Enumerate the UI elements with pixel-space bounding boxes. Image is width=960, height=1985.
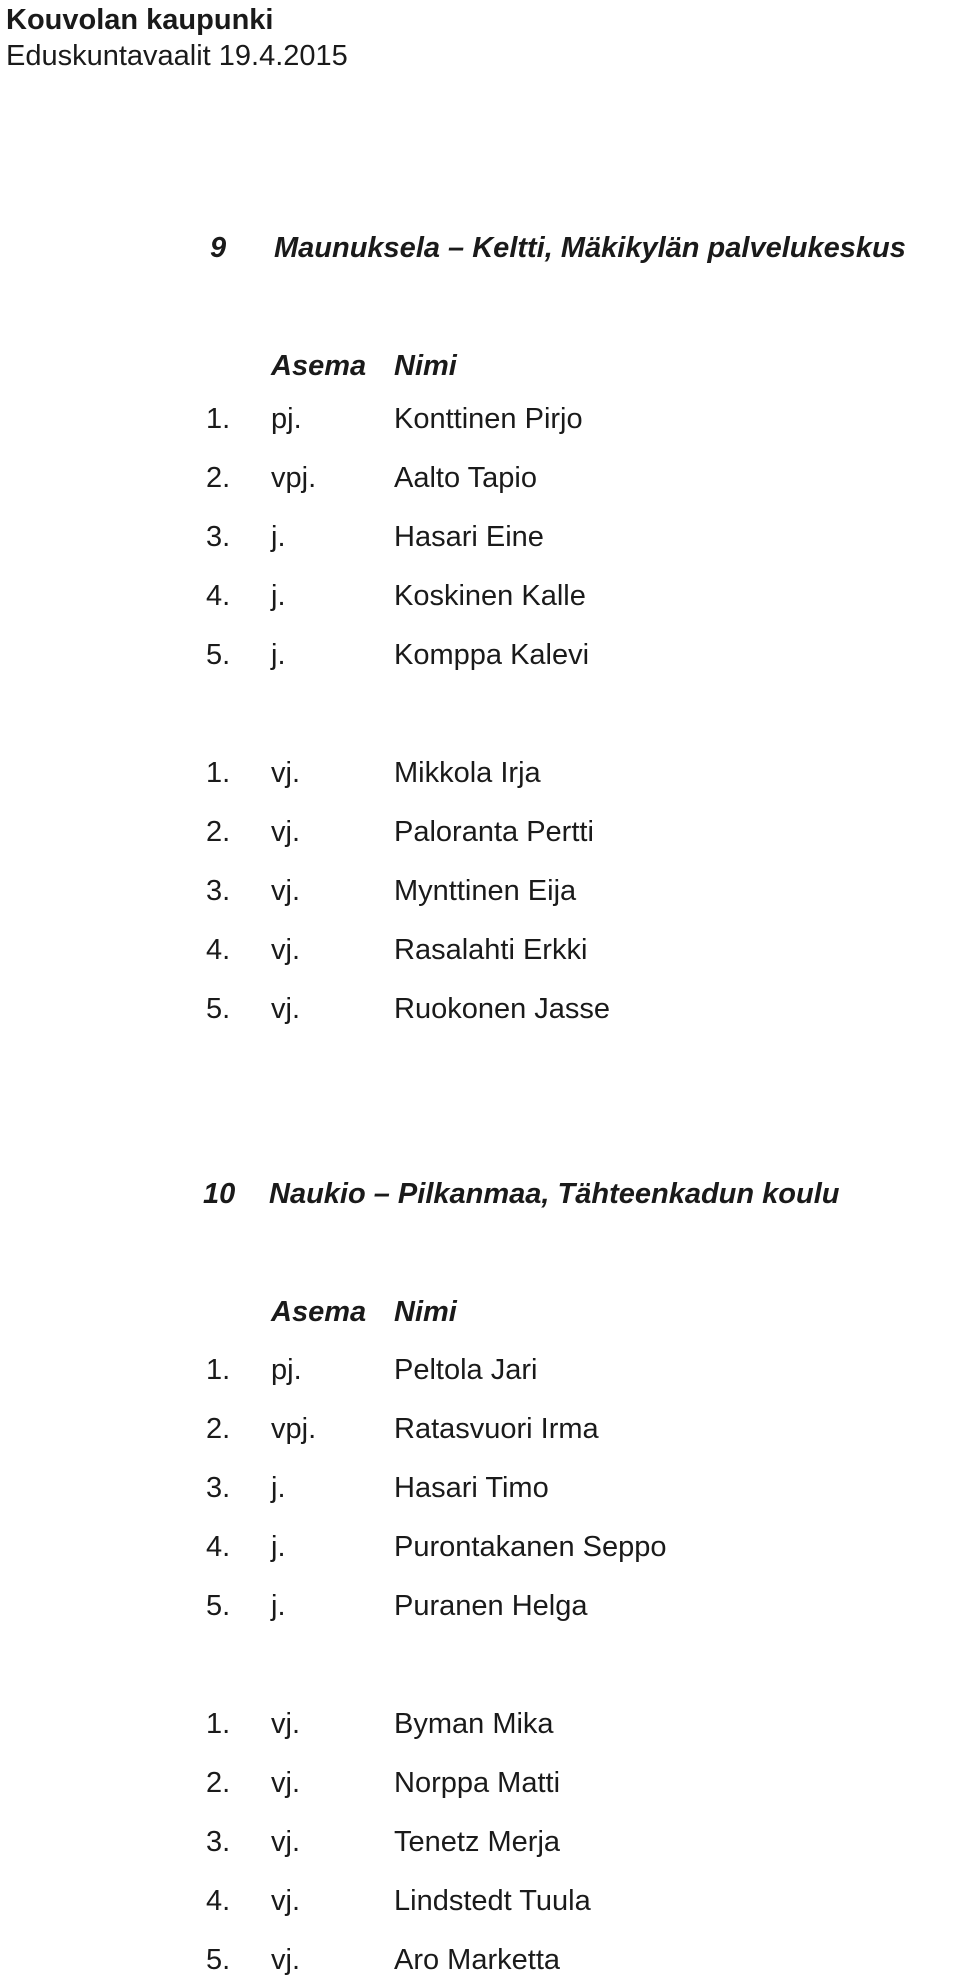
municipality-title: Kouvolan kaupunki — [6, 4, 274, 36]
section-number: 10 — [203, 1178, 236, 1210]
document-header — [6, 2, 348, 74]
column-header-name: Nimi — [394, 350, 457, 382]
section-heading — [210, 230, 906, 266]
column-header-position: Asema — [271, 1296, 367, 1328]
section-heading — [203, 1176, 839, 1212]
column-header-position: Asema — [271, 350, 367, 382]
section-name: Maunuksela – Keltti, Mäkikylän palvelukeskus — [274, 232, 906, 264]
column-header-name: Nimi — [394, 1296, 457, 1328]
election-subtitle: Eduskuntavaalit 19.4.2015 — [6, 40, 348, 72]
section-number: 9 — [210, 232, 227, 264]
section-name: Naukio – Pilkanmaa, Tähteenkadun koulu — [269, 1178, 840, 1210]
